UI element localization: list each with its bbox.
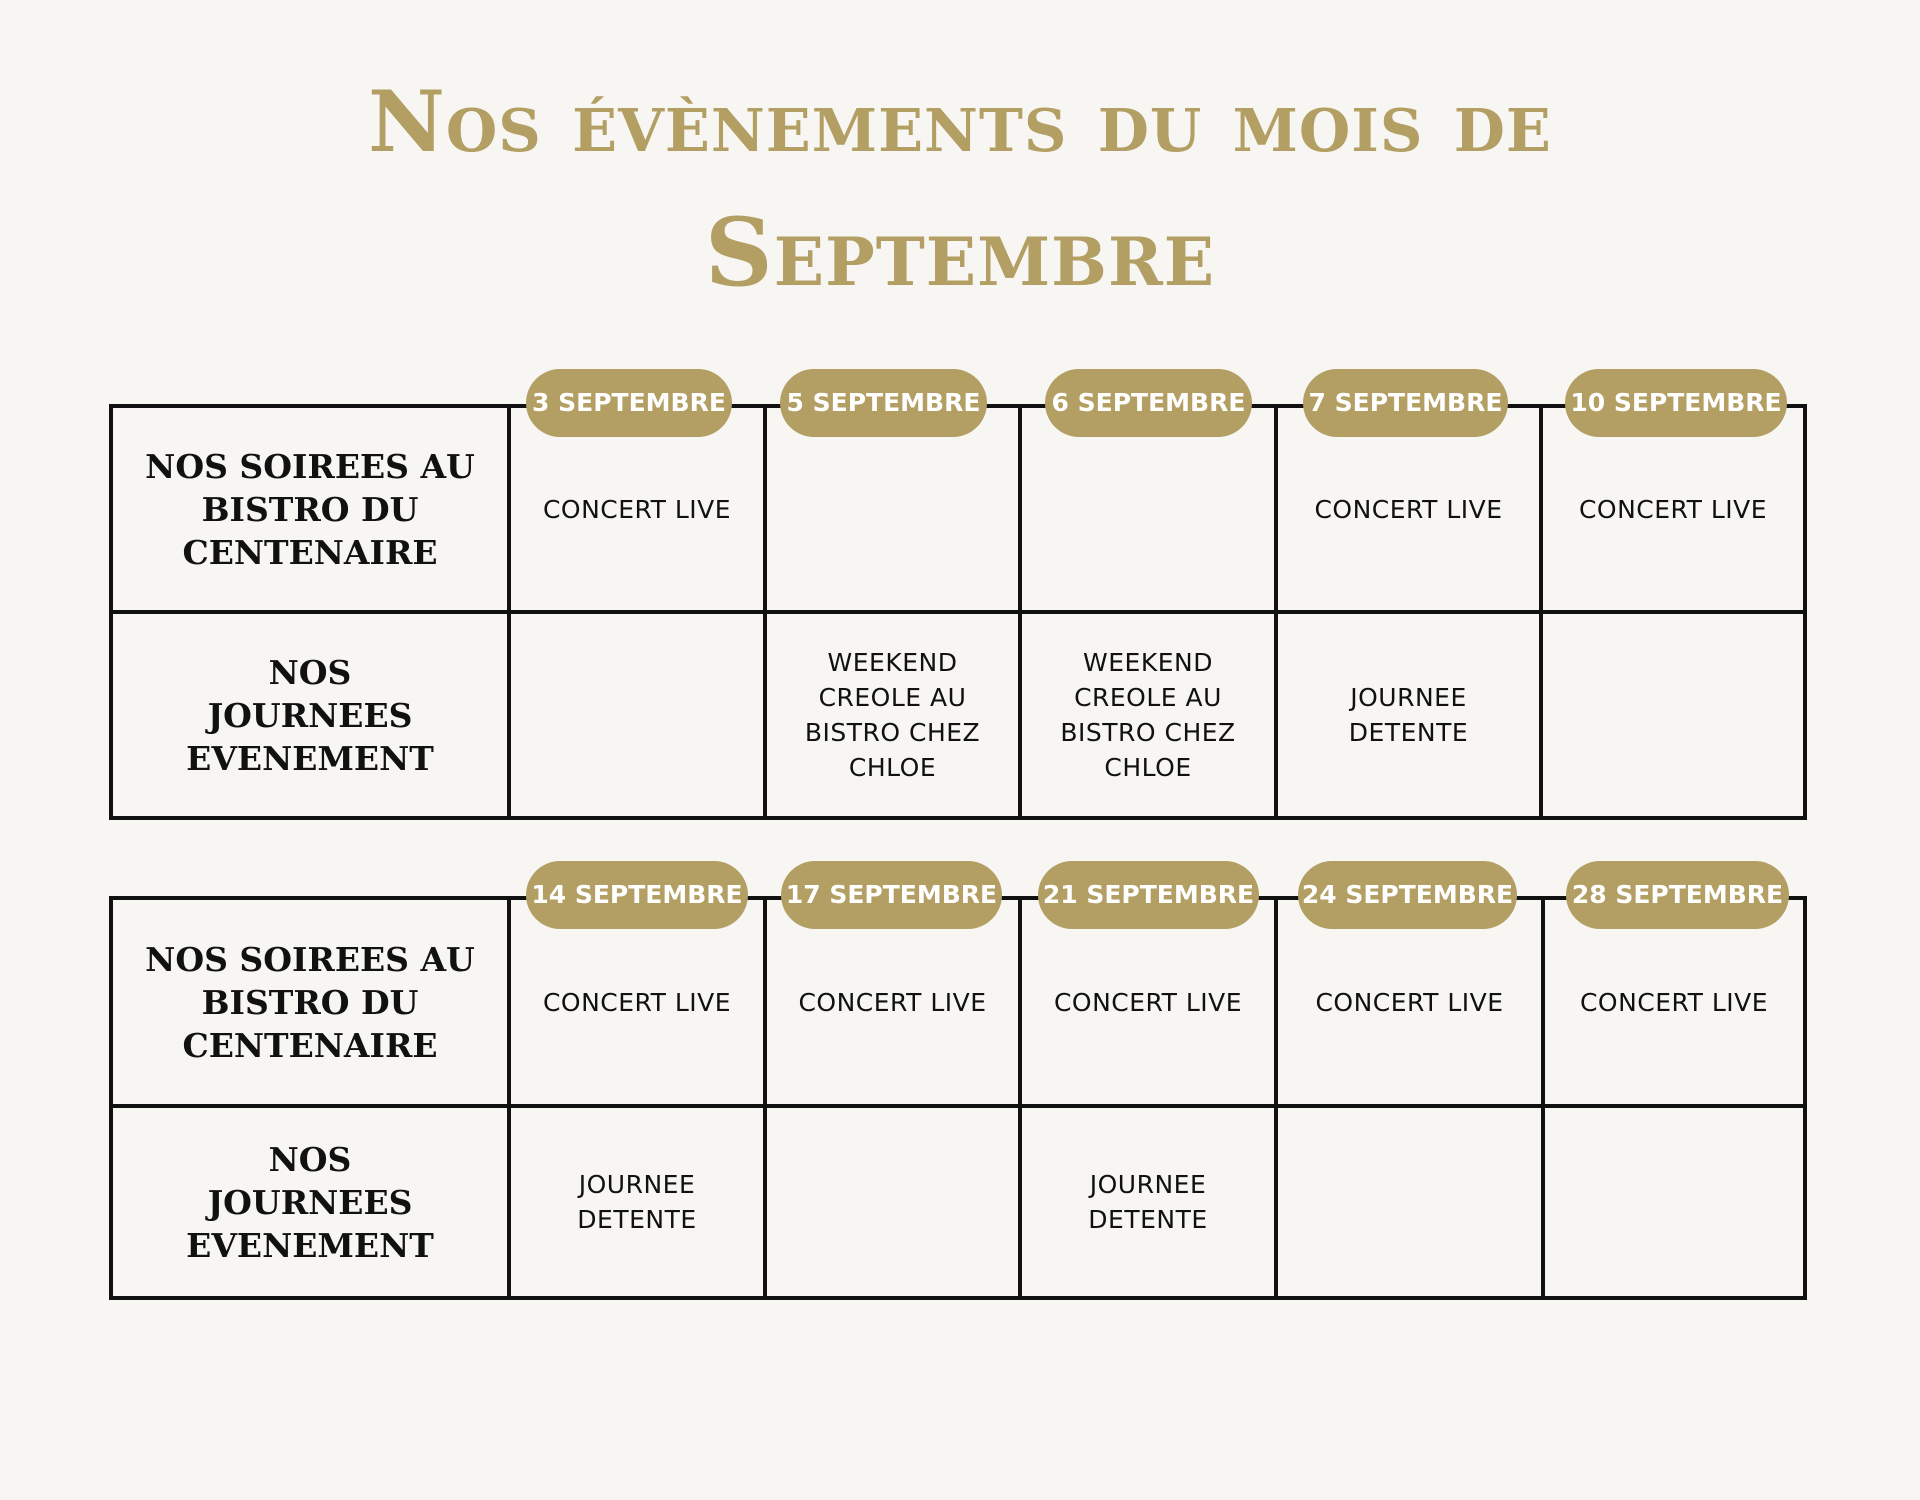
event-text: CONCERT LIVE — [1314, 494, 1503, 524]
event-text: CONCERT LIVE — [1315, 987, 1504, 1017]
event-text: CONCERT LIVE — [542, 987, 732, 1017]
event-cell — [509, 1106, 765, 1298]
event-cell — [1543, 898, 1805, 1106]
event-text: CONCERT LIVE — [1053, 987, 1243, 1017]
event-text: CHLOE — [1104, 753, 1192, 782]
date-badge: 7 SEPTEMBRE — [1303, 369, 1508, 437]
page-title-line-1: Nos évènements du mois de — [368, 72, 1552, 171]
event-text: CONCERT LIVE — [798, 987, 987, 1017]
row-label-soirees — [111, 898, 509, 1106]
row-label-line: EVENEMENT — [186, 1225, 434, 1265]
table-row-journees — [111, 612, 1805, 818]
table-row-soirees — [111, 406, 1805, 612]
date-badge: 10 SEPTEMBRE — [1565, 369, 1787, 437]
calendar-block-1 — [109, 404, 1807, 820]
date-badge: 24 SEPTEMBRE — [1298, 861, 1517, 929]
row-label-line: NOS — [268, 1139, 352, 1179]
event-cell — [1020, 1106, 1276, 1298]
event-cell — [1020, 612, 1276, 818]
page-title-line-2: Septembre — [704, 198, 1216, 308]
table-row-journees — [111, 1106, 1805, 1298]
event-text: CREOLE AU — [818, 683, 967, 712]
row-label-soirees — [111, 406, 509, 612]
date-badge: 21 SEPTEMBRE — [1038, 861, 1259, 929]
table-row-soirees — [111, 898, 1805, 1106]
event-text: DETENTE — [1088, 1205, 1208, 1234]
row-label-line: EVENEMENT — [186, 738, 434, 778]
event-text: BISTRO CHEZ — [804, 718, 981, 747]
event-text: CONCERT LIVE — [1578, 494, 1768, 524]
event-cell-empty — [1543, 1106, 1805, 1298]
event-cell-empty — [509, 612, 765, 818]
event-text: CHLOE — [848, 753, 937, 782]
event-cell — [765, 612, 1020, 818]
date-badge: 17 SEPTEMBRE — [781, 861, 1002, 929]
event-cell — [1276, 612, 1541, 818]
row-label-journees — [111, 1106, 509, 1298]
event-text: BISTRO CHEZ — [1060, 718, 1236, 747]
calendar-block-2 — [109, 896, 1807, 1300]
date-badge: 6 SEPTEMBRE — [1045, 369, 1252, 437]
row-label-line: NOS — [268, 652, 352, 692]
row-label-line: NOS SOIREES AU — [145, 446, 475, 486]
event-text: JOURNEE — [1350, 683, 1467, 712]
row-label-line: JOURNEES — [207, 1182, 413, 1222]
event-text: CONCERT LIVE — [542, 494, 732, 524]
event-text: CREOLE AU — [1074, 683, 1222, 712]
event-text: WEEKEND — [827, 648, 958, 677]
event-text: JOURNEE — [578, 1170, 696, 1199]
event-cell — [509, 898, 765, 1106]
row-label-line: CENTENAIRE — [182, 532, 438, 572]
event-text: JOURNEE — [1089, 1170, 1207, 1199]
event-cell — [1020, 898, 1276, 1106]
row-label-line: JOURNEES — [207, 695, 413, 735]
event-cell-empty — [1541, 612, 1805, 818]
row-label-line: NOS SOIREES AU — [145, 939, 475, 979]
event-text: WEEKEND — [1083, 648, 1213, 677]
row-label-line: BISTRO DU — [201, 982, 419, 1022]
row-label-line: BISTRO DU — [201, 489, 419, 529]
event-text: CONCERT LIVE — [1579, 987, 1769, 1017]
row-label-line: CENTENAIRE — [182, 1025, 438, 1065]
event-text: DETENTE — [577, 1205, 697, 1234]
event-cell-empty — [1276, 1106, 1543, 1298]
event-cell — [1276, 898, 1543, 1106]
event-text: DETENTE — [1348, 718, 1469, 747]
row-label-journees — [111, 612, 509, 818]
date-badge: 28 SEPTEMBRE — [1566, 861, 1789, 929]
date-badge: 5 SEPTEMBRE — [780, 369, 987, 437]
date-badge: 3 SEPTEMBRE — [526, 369, 732, 437]
date-badge: 14 SEPTEMBRE — [526, 861, 748, 929]
event-cell-empty — [765, 1106, 1020, 1298]
event-cell — [765, 898, 1020, 1106]
